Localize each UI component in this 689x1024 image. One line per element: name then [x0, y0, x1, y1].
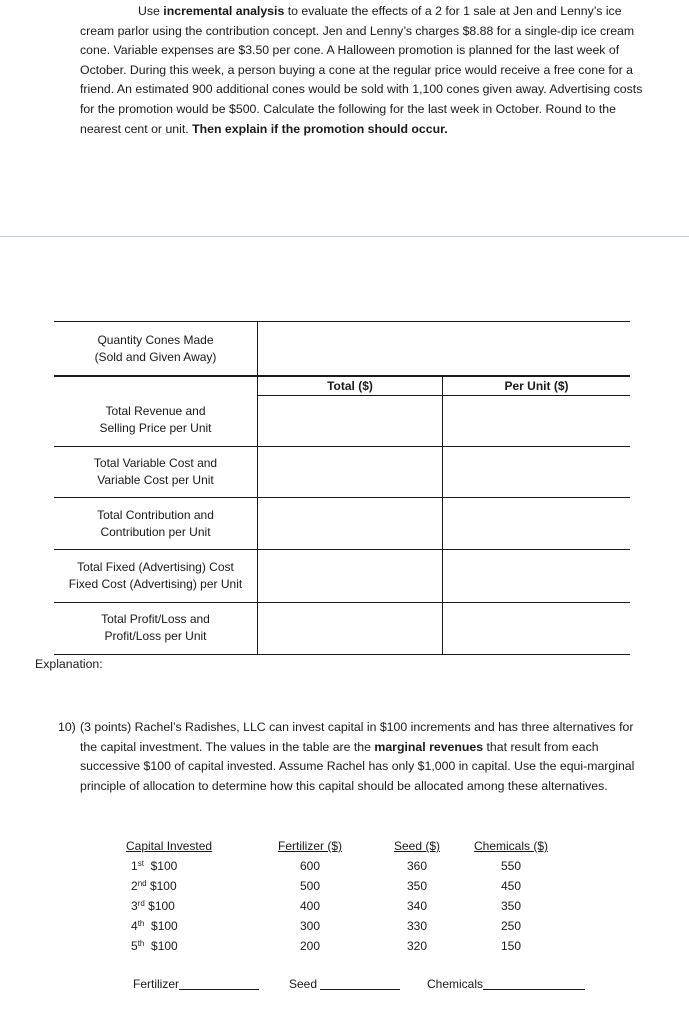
- table-row: 2nd $100: [131, 879, 177, 893]
- problem-9-bold-term: incremental analysis: [163, 4, 285, 18]
- row-label-fixed-cost: Total Fixed (Advertising) Cost Fixed Cost (Advertising) per Unit: [68, 560, 243, 591]
- answer-fertilizer: [133, 976, 259, 991]
- capital-column: [126, 836, 212, 956]
- capital-header: Capital Invested: [126, 839, 213, 853]
- problem-10-bold: marginal revenues: [374, 739, 484, 754]
- column-header-total: Total ($): [327, 379, 373, 393]
- problem-10-text: [58, 718, 650, 796]
- fertilizer-answer-blank[interactable]: [179, 976, 259, 990]
- chemicals-answer-blank[interactable]: [483, 976, 585, 990]
- table-row: 1st $100: [131, 859, 178, 873]
- problem-10-number: 10): [58, 720, 76, 734]
- fertilizer-column: Fertilizer ($) 600 500 400 300 200: [275, 836, 345, 956]
- seed-column: Seed ($) 360 350 340 330 320: [393, 836, 441, 956]
- page-break-line: [0, 236, 689, 237]
- problem-9-bold-end: Then explain if the promotion should occur.: [192, 121, 448, 136]
- problem-9-lead: Use: [138, 4, 164, 18]
- answer-seed: [289, 976, 400, 991]
- problem-9-text: [80, 2, 655, 139]
- answer-seed-label: Seed: [289, 977, 318, 991]
- quantity-label: Quantity Cones Made (Sold and Given Away): [94, 333, 217, 364]
- seed-answer-blank[interactable]: [320, 976, 400, 990]
- answer-chemicals-label: Chemicals: [427, 977, 484, 991]
- answer-chemicals: [427, 976, 585, 991]
- problem-10-body-1: (3 points) Rachel’s Radishes, LLC can invest capital in $100 increments and has three alternatives for the capital investment. The values in the table are the: [80, 720, 634, 754]
- row-label-profit-loss: Total Profit/Loss and Profit/Loss per Unit: [101, 612, 210, 643]
- explanation-label: Explanation:: [35, 657, 103, 671]
- problem-10-body-2: that result from each successive $100 of capital invested. Assume Rachel has only $1,000 in capital. Use the equi-marginal principle of allocation to determine how this capital should be allocated among these alternatives.: [80, 739, 635, 793]
- table-row: 5th $100: [131, 939, 178, 953]
- answer-fertilizer-label: Fertilizer: [133, 977, 180, 991]
- row-label-revenue: Total Revenue and Selling Price per Unit: [99, 404, 212, 435]
- fertilizer-header: Fertilizer ($): [277, 839, 342, 853]
- chemicals-column: Chemicals ($) 550 450 350 250 150: [472, 836, 550, 956]
- chemicals-header: Chemicals ($): [473, 839, 548, 853]
- seed-header: Seed ($): [393, 839, 441, 853]
- row-label-contribution: Total Contribution and Contribution per Unit: [97, 508, 214, 539]
- problem-9-body: to evaluate the effects of a 2 for 1 sale at Jen and Lenny’s ice cream parlor using the contribution concept. Jen and Lenny’s charges $8.88 for a single-dip ice cream cone. Variable expenses are $3.50 per cone. A Halloween promotion is planned for the last week of October. During this week, a person buying a cone at the regular price would receive a free cone for a friend. An estimated 900 additional cones would be sold with 1,100 cones given away. Advertising costs for the promotion would be $500. Calculate the following for the last week in October. Round to the nearest cent or unit.: [80, 4, 643, 136]
- column-header-per-unit: Per Unit ($): [504, 379, 569, 393]
- table-row: 3rd $100: [131, 899, 175, 913]
- row-label-variable-cost: Total Variable Cost and Variable Cost per Unit: [93, 456, 218, 487]
- table-row: 4th $100: [131, 919, 178, 933]
